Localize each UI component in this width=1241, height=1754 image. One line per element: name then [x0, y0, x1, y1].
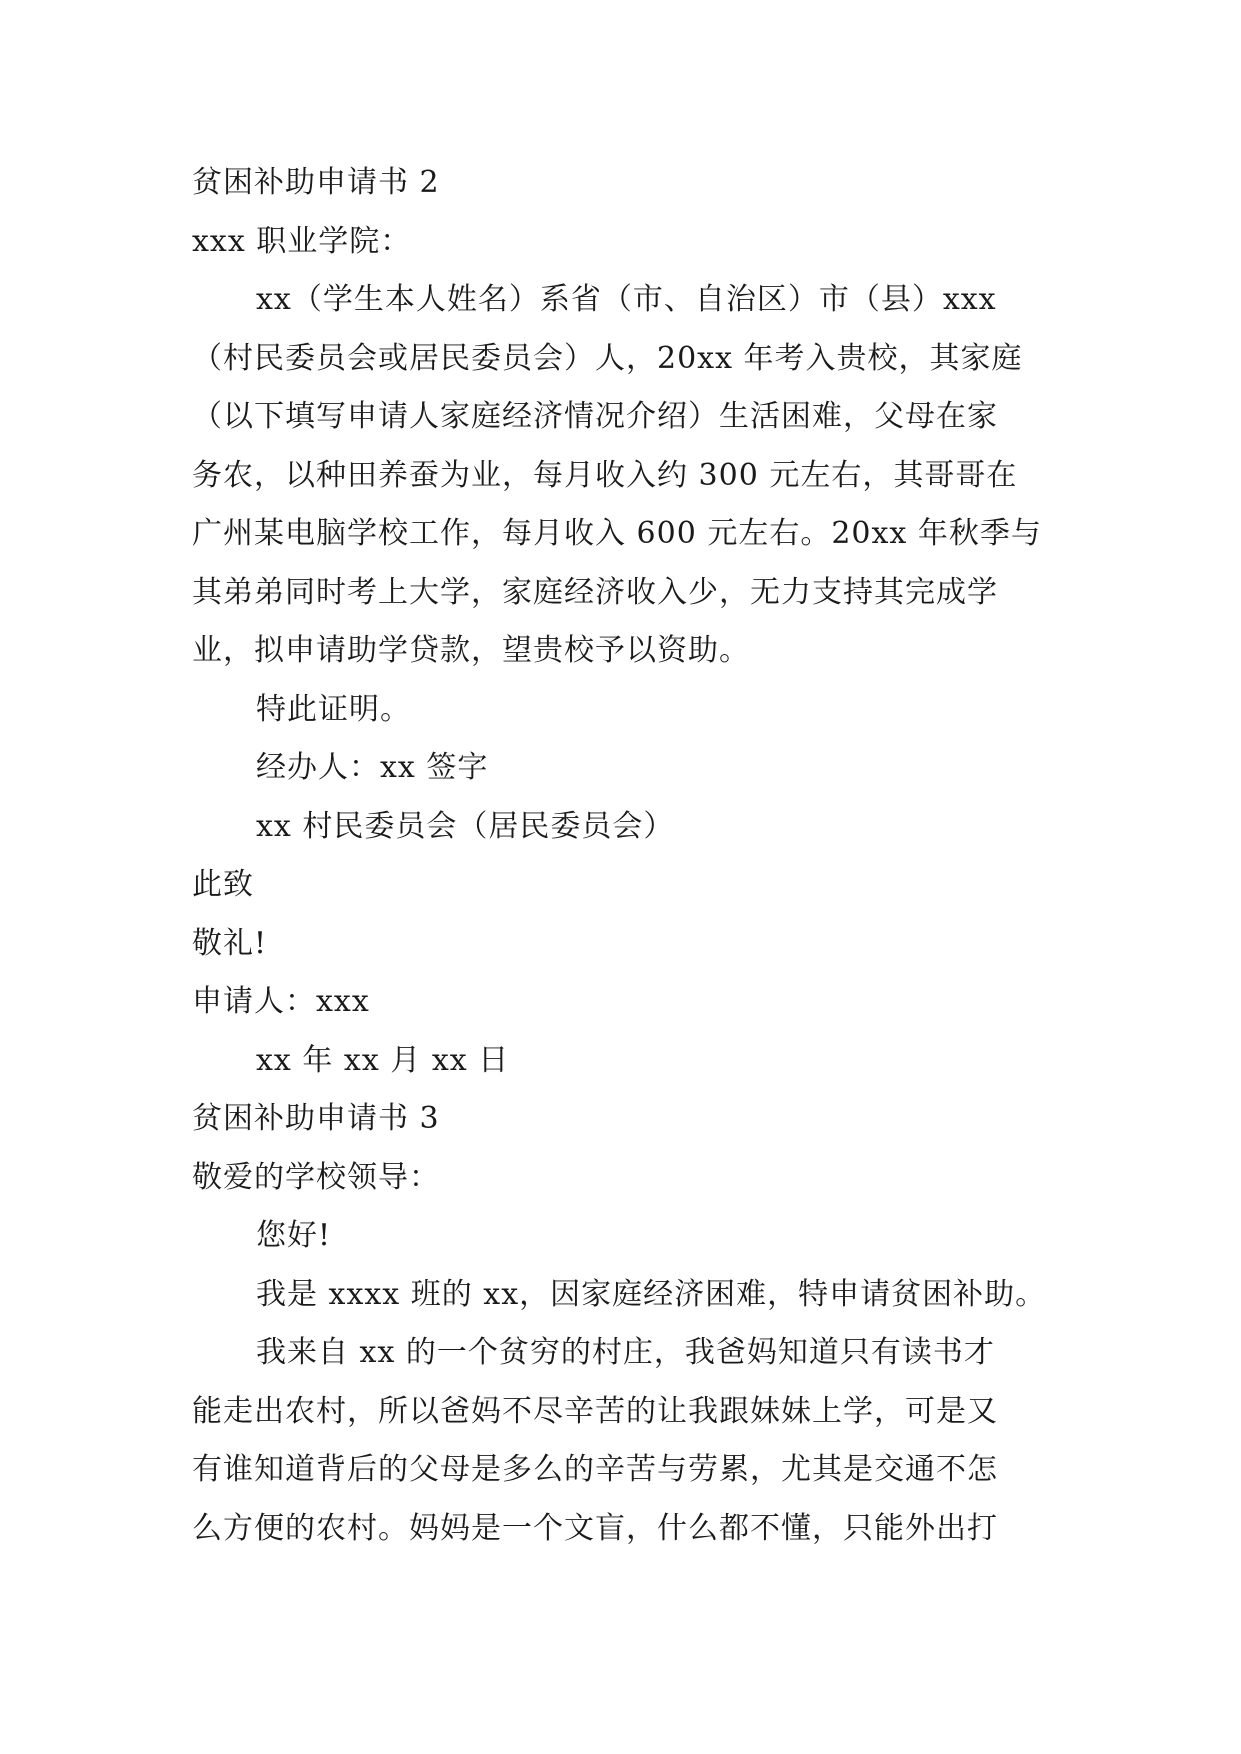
heading-application-3: 贫困补助申请书 3 [192, 1101, 440, 1136]
committee-name: xx 村民委员会（居民委员会） [256, 808, 675, 844]
closing-line: 此致 [192, 867, 254, 902]
salutation-recipient: xxx 职业学院： [192, 223, 412, 259]
body-line: 业，拟申请助学贷款，望贵校予以资助。 [192, 633, 750, 668]
body-line: 我是 xxxx 班的 xx，因家庭经济困难，特申请贫困补助。 [256, 1276, 1047, 1312]
greeting-line: 您好! [256, 1218, 332, 1253]
heading-application-2: 贫困补助申请书 2 [192, 165, 440, 200]
body-line: xx（学生本人姓名）系省（市、自治区）市（县）xxx [256, 282, 997, 317]
body-line: 么方便的农村。妈妈是一个文盲，什么都不懂，只能外出打 [192, 1510, 998, 1546]
body-line: 广州某电脑学校工作，每月收入 600 元左右。20xx 年秋季与 [192, 516, 1042, 551]
body-line: 务农，以种田养蚕为业，每月收入约 300 元左右，其哥哥在 [192, 457, 1018, 493]
body-line: （村民委员会或居民委员会）人，20xx 年考入贵校，其家庭 [192, 340, 1023, 376]
body-line: 其弟弟同时考上大学，家庭经济收入少，无力支持其完成学 [192, 574, 998, 610]
handler-signature: 经办人：xx 签字 [256, 750, 489, 785]
certification-line: 特此证明。 [256, 691, 411, 727]
body-line: 有谁知道背后的父母是多么的辛苦与劳累，尤其是交通不怎 [192, 1452, 998, 1487]
body-line: （以下填写申请人家庭经济情况介绍）生活困难，父母在家 [192, 399, 998, 434]
applicant-line: 申请人：xxx [192, 984, 370, 1019]
body-line: 能走出农村，所以爸妈不尽辛苦的让我跟妹妹上学，可是又 [192, 1393, 998, 1429]
date-line: xx 年 xx 月 xx 日 [256, 1042, 510, 1078]
salutation-leaders: 敬爱的学校领导： [192, 1159, 440, 1195]
closing-salute: 敬礼! [192, 925, 268, 961]
document-body [192, 163, 1072, 1567]
body-line: 我来自 xx 的一个贫穷的村庄，我爸妈知道只有读书才 [256, 1335, 995, 1370]
